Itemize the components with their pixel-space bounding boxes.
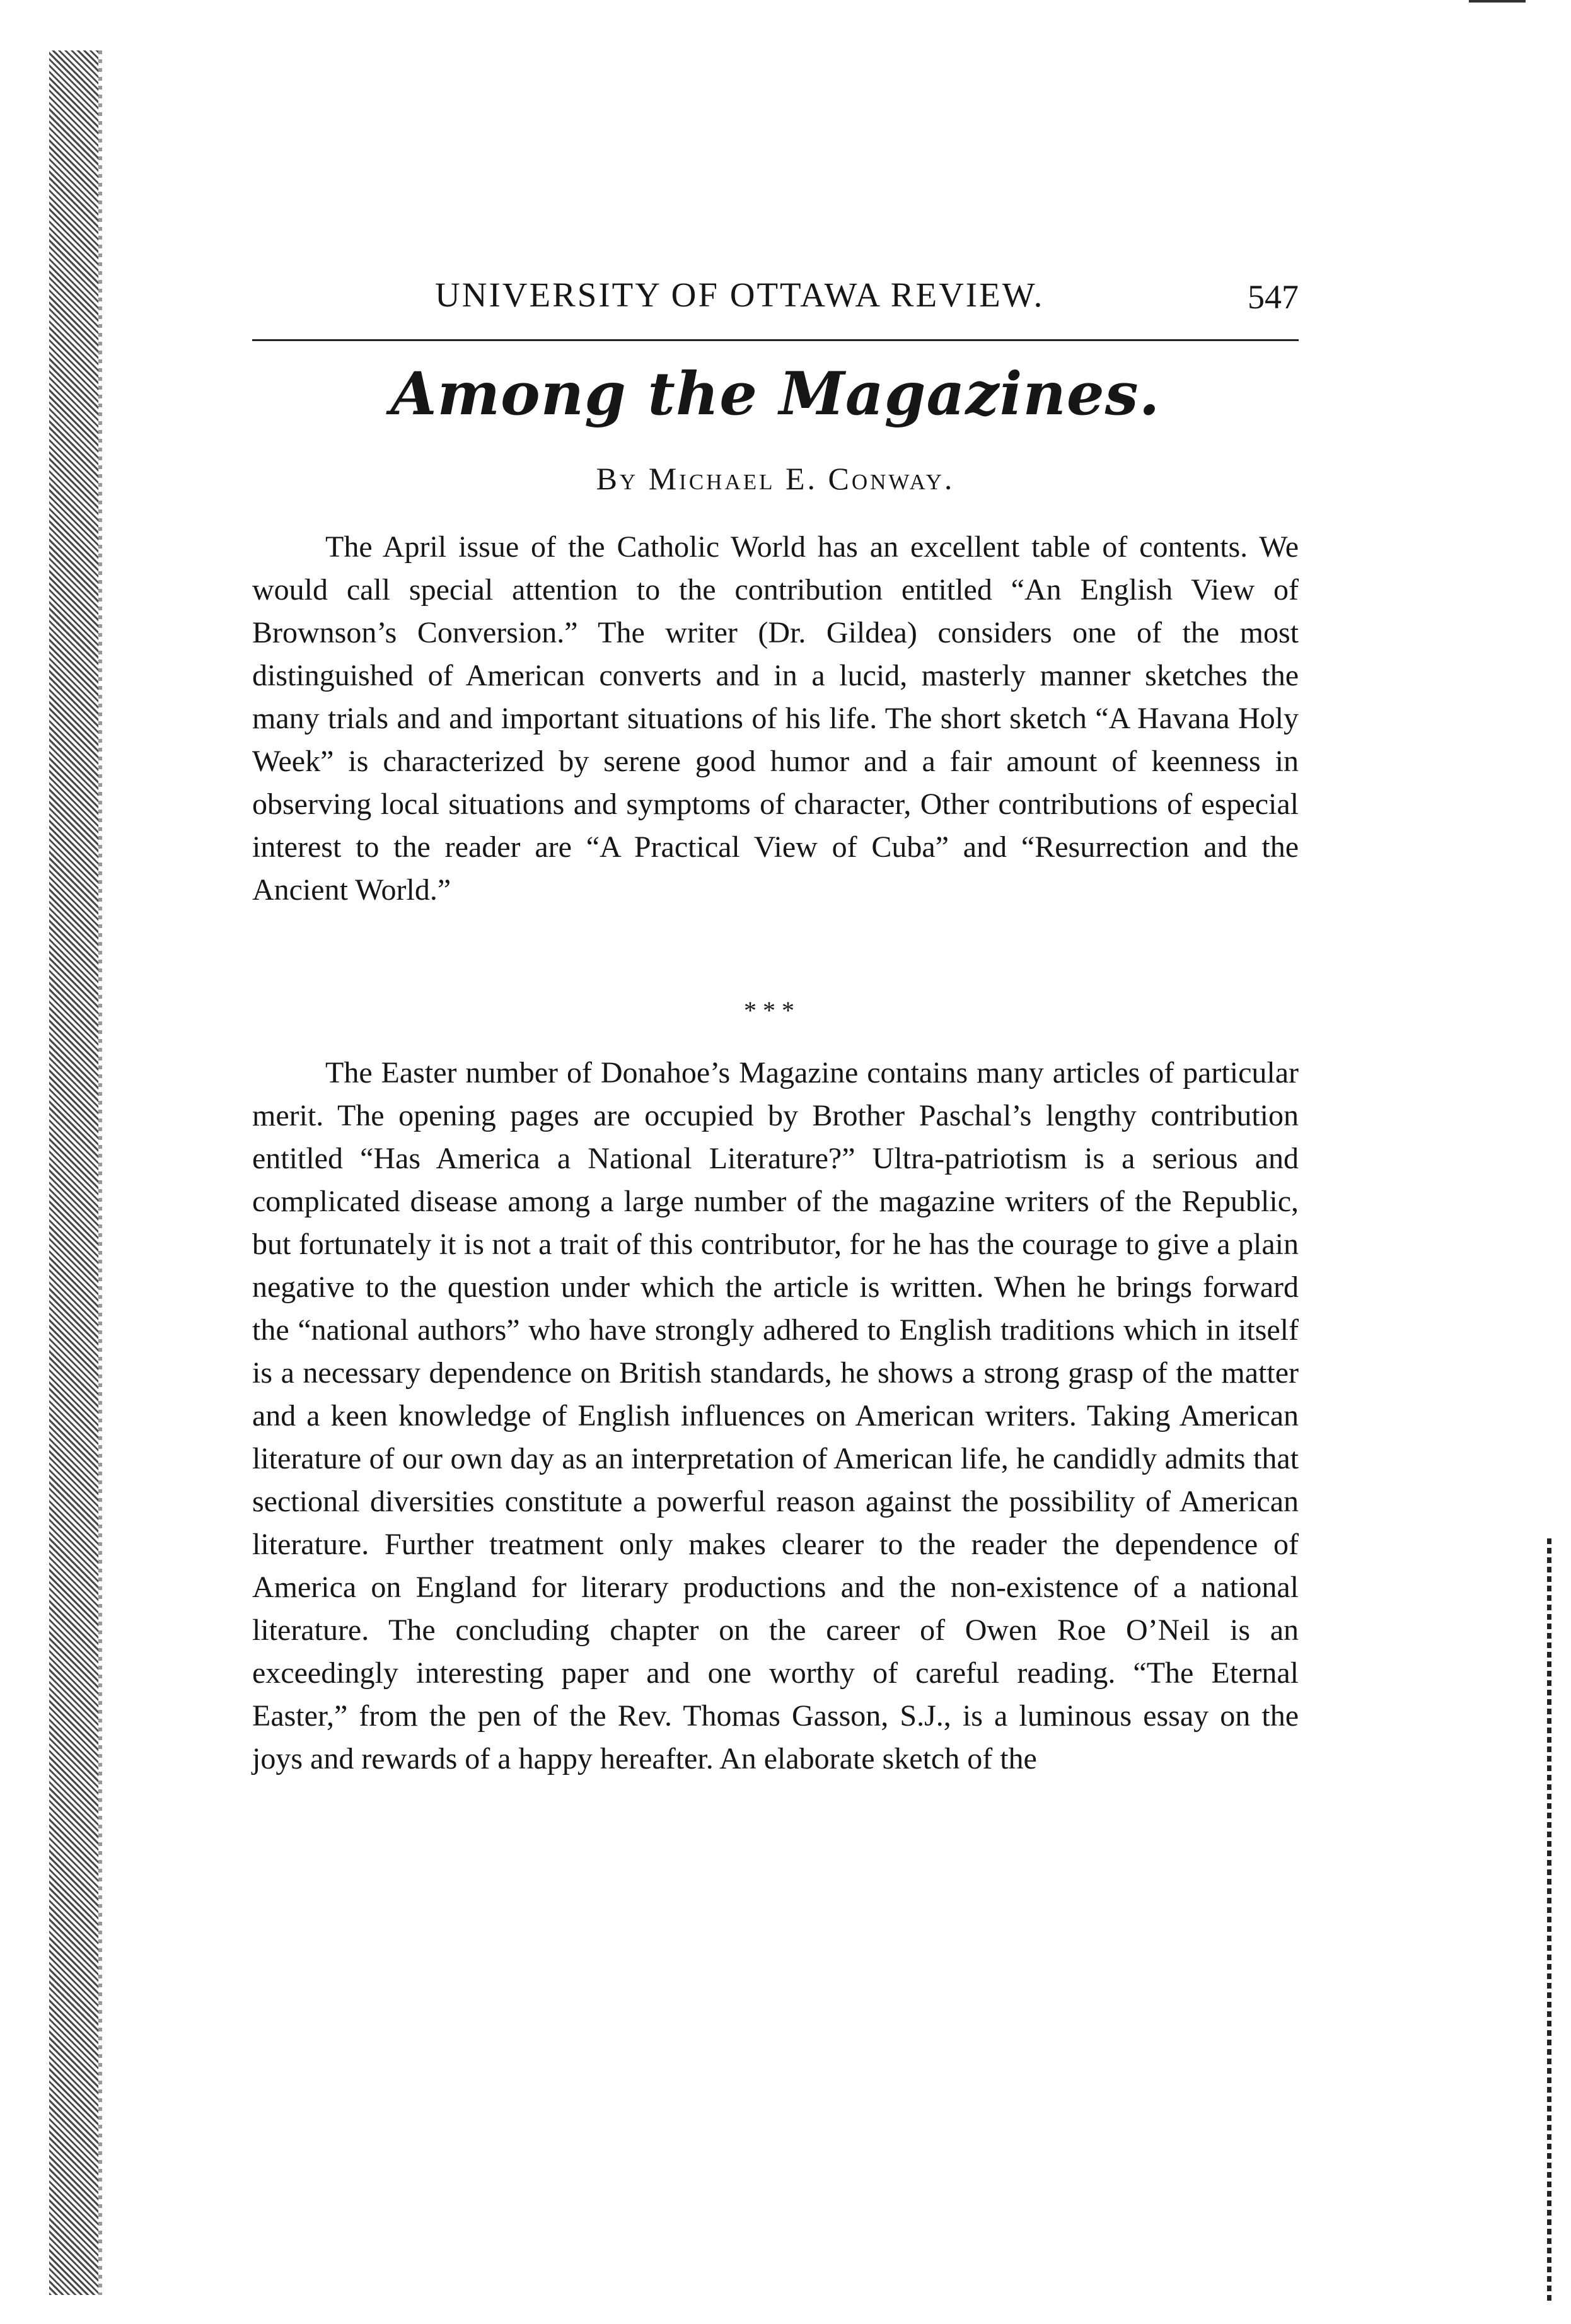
asterism-separator: * * * [744,996,794,1025]
running-header [252,275,1299,325]
page-number: 547 [1248,278,1299,316]
paragraph: The Easter number of Donahoe’s Magazine contains many articles of particular merit. The opening pages are occupied by Brother Paschal’s lengthy contribution entitled “Has America a National Literature?” Ultra-patriotism is a serious and complicated disease among a large number of the magazine writers of the Republic, but fortunately it is not a trait of this contributor, for he has the courage to give a plain negative to the question under which the article is written. When he brings forward the “national authors” who have strongly adhered to English traditions which in itself is a necessary dependence on British standards, he shows a strong grasp of the matter and a keen knowledge of English influences on American writers. Taking American literature of our own day as an interpretation of American life, he candidly admits that sectional diversities constitute a powerful reason against the possibility of American literature. Further treatment only makes clearer to the reader the dependence of America on England for literary productions and the non-existence of a national literature. The concluding chapter on the career of Owen Roe O’Neil is an exceedingly interesting paper and one worthy of careful reading. “The Eternal Easter,” from the pen of the Rev. Thomas Gasson, S.J., is a luminous essay on the joys and rewards of a happy hereafter. An elaborate sketch of the [252,1056,1299,1775]
byline: By Michael E. Conway. [596,461,955,496]
binding-shadow [98,50,102,2295]
corner-mark [1469,0,1526,3]
page-binding-edge [49,50,98,2295]
article-title: Among the Magazines. [390,359,1161,429]
right-margin-marks [1547,1538,1551,2301]
article-body-part-2 [252,1052,1299,1781]
header-rule [252,339,1299,341]
paragraph: The April issue of the Catholic World has an excellent table of contents. We would call special attention to the contribution entitled “An English View of Brownson’s Conversion.” The writer (Dr. Gildea) considers one of the most distinguished of American converts and in a lucid, masterly manner sketches the many trials and and important situations of his life. The short sketch “A Havana Holy Week” is characterized by serene good humor and a fair amount of keenness in observing local situations and symptoms of character, Other contributions of especial interest to the reader are “A Practical View of Cuba” and “Resurrection and the Ancient World.” [252,530,1299,907]
running-title: UNIVERSITY OF OTTAWA REVIEW. [435,276,1045,314]
article-body-part-1 [252,526,1299,912]
